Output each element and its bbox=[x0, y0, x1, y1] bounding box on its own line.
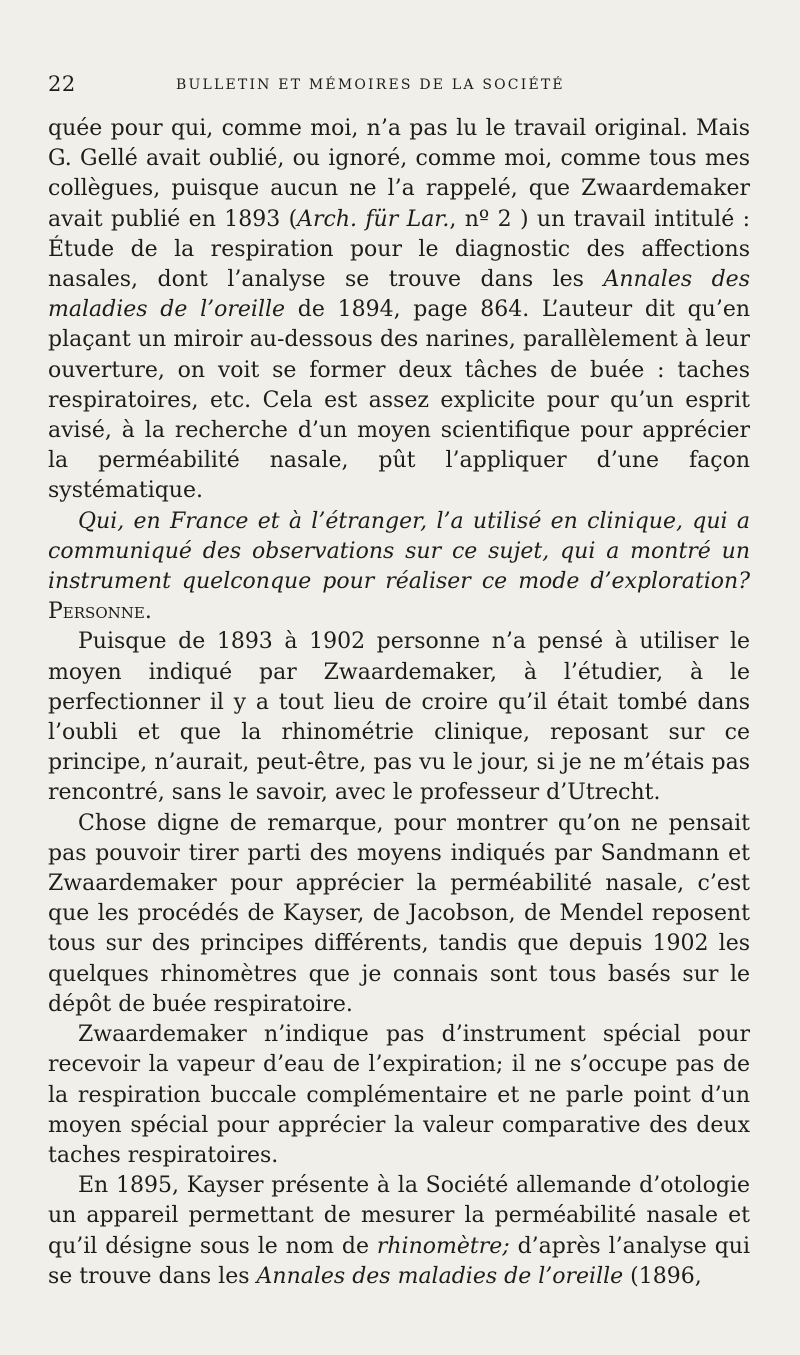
paragraph-6-text-a: En 1895, Kayser présente à la Société allemande d’otologie un appareil permettant de mesurer la perméabilité nasale et qu’il désigne sous le nom de bbox=[48, 1173, 750, 1259]
paragraph-1-text-c: , nº 2 ) un travail intitulé : Étude de la respiration pour le diagnostic des affections nasales, dont l’analyse se trouve dans les bbox=[48, 206, 750, 293]
paragraph-2-answer: Personne. bbox=[48, 599, 152, 625]
paragraph-1-text-a: quée pour qui, comme moi, n’a pas lu le travail original. Mais G. Gellé avait oublié, ou ignoré, comme moi, comme tous mes collègues, puisque aucun ne l’a rappelé, que Zwaardemaker avait publié en 1893 ( bbox=[48, 116, 750, 232]
paragraph-1 bbox=[48, 114, 750, 507]
page-number: 22 bbox=[48, 72, 76, 96]
paragraph-2 bbox=[48, 507, 750, 628]
paragraph-4: Chose digne de remarque, pour montrer qu’on ne pensait pas pouvoir tirer parti des moyens indiqués par Sandmann et Zwaardemaker pour apprécier la perméabilité nasale, c’est que les procédés de Kayser, de Jacobson, de Mendel reposent tous sur des principes différents, tandis que depuis 1902 les quelques rhinomètres que je connais sont tous basés sur le dépôt de buée respiratoire. bbox=[48, 810, 750, 1017]
paragraph-5: Zwaardemaker n’indique pas d’instrument spécial pour recevoir la vapeur d’eau de l’expiration; il ne s’occupe pas de la respiration buccale complémentaire et ne parle point d’un moyen spécial pour apprécier la valeur comparative des deux taches respiratoires. bbox=[48, 1022, 750, 1168]
paragraph-6-journal-title: Annales des maladies de l’oreille bbox=[256, 1263, 624, 1289]
running-title: BULLETIN ET MÉMOIRES DE LA SOCIÉTÉ bbox=[176, 77, 565, 93]
paragraph-3: Puisque de 1893 à 1902 personne n’a pensé à utiliser le moyen indiqué par Zwaardemaker, à l’étudier, à le perfectionner il y a tout lieu de croire qu’il était tombé dans l’oubli et que la rhinométrie clinique, reposant sur ce principe, n’aurait, peut-être, pas vu le jour, si je ne m’étais pas rencontré, sans le savoir, avec le professeur d’Utrecht. bbox=[48, 629, 750, 806]
paragraph-1-journal-title: Annales des maladies de l’oreille bbox=[48, 267, 750, 323]
body-text bbox=[48, 114, 750, 1292]
paragraph-6-term: rhinomètre; bbox=[376, 1233, 510, 1259]
running-head bbox=[48, 72, 742, 100]
paragraph-2-question: Qui, en France et à l’étranger, l’a utilisé en clinique, qui a communiqué des observations sur ce sujet, qui a montré un instrument quelconque pour réaliser ce mode d’exploration? bbox=[48, 508, 750, 595]
paragraph-6 bbox=[48, 1171, 750, 1292]
paragraph-6-text-e: (1896, bbox=[623, 1263, 702, 1289]
paragraph-6-text-c: d’après l’analyse qui se trouve dans les bbox=[48, 1233, 750, 1289]
paragraph-1-text-e: de 1894, page 864. L’auteur dit qu’en plaçant un miroir au-dessous des narines, parallèlement à leur ouverture, on voit se former deux tâches de buée : taches respiratoires, etc. Cela est assez explicite pour qu’un esprit avisé, à la recherche d’un moyen scientifique pour apprécier la perméabilité nasale, pût l’appliquer d’une façon systématique. bbox=[48, 297, 751, 504]
paragraph-1-citation: Arch. für Lar. bbox=[297, 206, 450, 232]
